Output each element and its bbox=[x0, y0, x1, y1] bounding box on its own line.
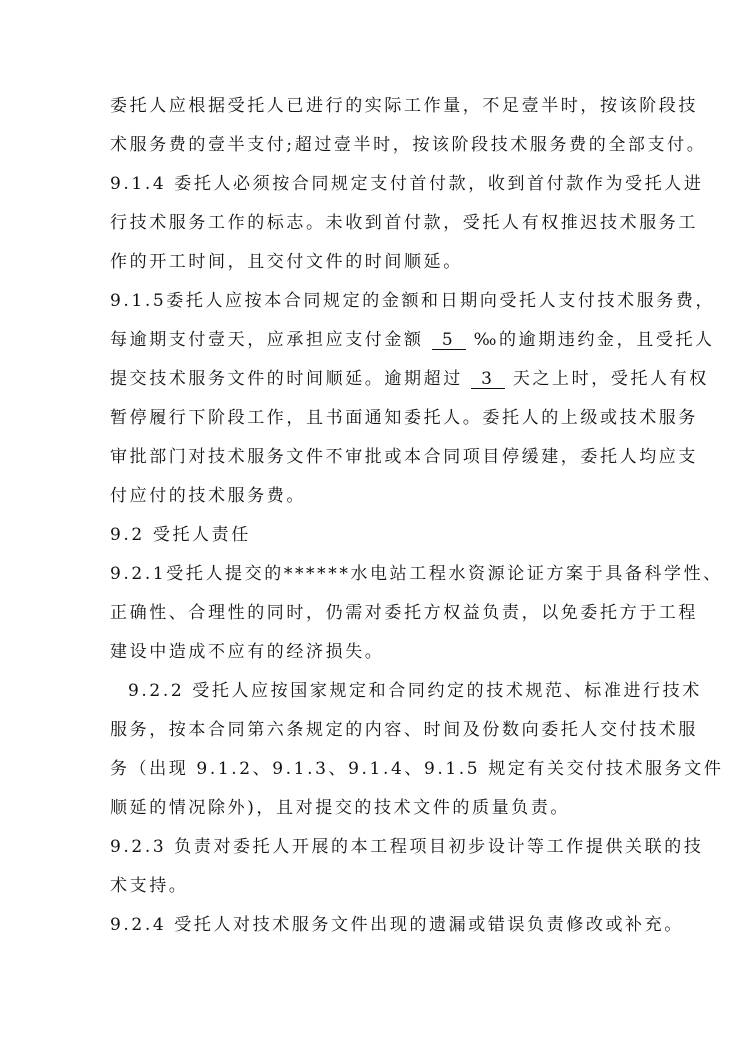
line-text-before: 每逾期支付壹天，应承担应支付金额 bbox=[110, 330, 424, 350]
overdue-days-blank: 3 bbox=[471, 370, 505, 389]
line-text-before: 提交技术服务文件的时间顺延。逾期超过 bbox=[110, 369, 463, 389]
text-line: 行技术服务工作的标志。未收到首付款，受托人有权推迟技术服务工 bbox=[110, 213, 698, 233]
text-line: 9.2.4 受托人对技术服务文件出现的遗漏或错误负责修改或补充。 bbox=[110, 915, 684, 935]
text-line: 建设中造成不应有的经济损失。 bbox=[110, 642, 385, 662]
text-line: 术服务费的壹半支付;超过壹半时，按该阶段技术服务费的全部支付。 bbox=[110, 135, 707, 155]
line-text-after: 天之上时，受托人有权 bbox=[512, 369, 709, 389]
text-line: 术支持。 bbox=[110, 876, 189, 896]
line-text-after: ‰的逾期违约金，且受托人 bbox=[473, 330, 715, 350]
text-line: 顺延的情况除外)，且对提交的技术文件的质量负责。 bbox=[110, 798, 571, 818]
penalty-rate-blank: 5 bbox=[432, 331, 466, 350]
text-line: 付应付的技术服务费。 bbox=[110, 486, 306, 506]
text-line-with-blank bbox=[110, 330, 715, 350]
text-line: 9.1.4 委托人必须按合同规定支付首付款，收到首付款作为受托人进 bbox=[110, 174, 704, 194]
text-line: 作的开工时间，且交付文件的时间顺延。 bbox=[110, 252, 463, 272]
text-line: 9.1.5委托人应按本合同规定的金额和日期向受托人支付技术服务费， bbox=[110, 291, 716, 311]
text-line: 9.2.1受托人提交的******水电站工程水资源论证方案于具备科学性、 bbox=[110, 564, 723, 584]
text-line: 委托人应根据受托人已进行的实际工作量，不足壹半时，按该阶段技 bbox=[110, 96, 698, 116]
text-line-with-blank bbox=[110, 369, 709, 389]
text-line: 服务，按本合同第六条规定的内容、时间及份数向委托人交付技术服 bbox=[110, 720, 698, 740]
text-line: 正确性、合理性的同时，仍需对委托方权益负责，以免委托方于工程 bbox=[110, 603, 698, 623]
text-line: 9.2.2 受托人应按国家规定和合同约定的技术规范、标准进行技术 bbox=[128, 681, 702, 701]
text-line: 暂停履行下阶段工作，且书面通知委托人。委托人的上级或技术服务 bbox=[110, 408, 698, 428]
text-line: 务（出现 9.1.2、9.1.3、9.1.4、9.1.5 规定有关交付技术服务文件 bbox=[110, 759, 724, 779]
text-line: 审批部门对技术服务文件不审批或本合同项目停缓建，委托人均应支 bbox=[110, 447, 698, 467]
section-heading: 9.2 受托人责任 bbox=[110, 525, 251, 545]
text-line: 9.2.3 负责对委托人开展的本工程项目初步设计等工作提供关联的技 bbox=[110, 837, 704, 857]
